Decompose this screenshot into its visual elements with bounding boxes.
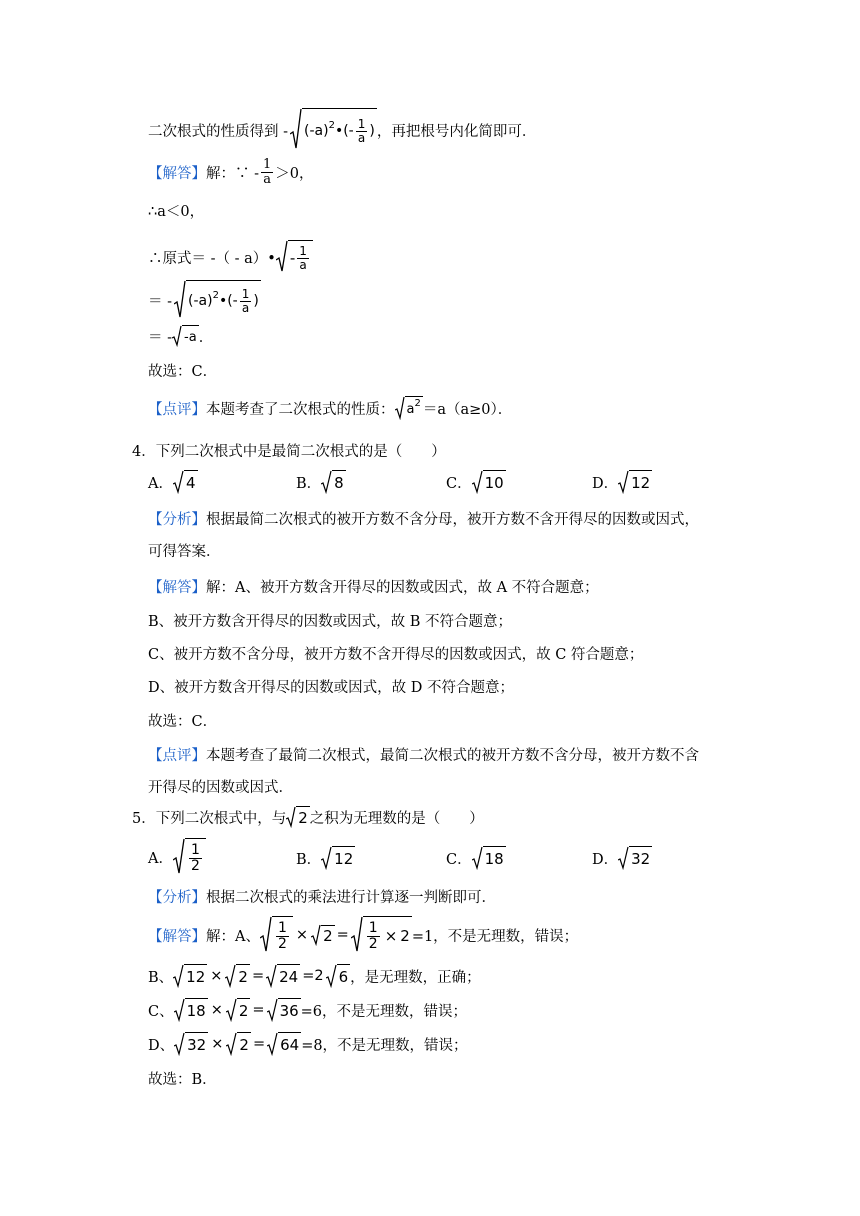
q4-option-c: C． 10	[446, 470, 506, 494]
step-combined-radical: ＝ - (-a) 2 •(- $\frac{1}{a}$ )	[148, 280, 261, 320]
comment-3: 【点评】 本题考查了二次根式的性质： a 2 ＝a（a≥0）．	[148, 396, 512, 420]
q5-option-c: C． 18	[446, 846, 506, 870]
solution-tail: ＞0，	[275, 165, 314, 182]
radical-neg-1-over-a: - $\frac{1}{a}$	[276, 240, 313, 274]
q4-answer-3: C、被开方数不含分母，被开方数不含开得尽的因数或因式，故 C 符合题意；	[148, 647, 644, 663]
expr-c: 18 × 2 = 36	[174, 998, 301, 1022]
radical-a-squared: a 2	[395, 396, 423, 420]
q5-answer-a: 【解答】 解：A、 $\frac{1}{2}$ × 2 = $\frac{1}{2}$ × 2 =1，不是无理数，错误；	[148, 916, 578, 954]
radical-2: 2	[286, 806, 310, 828]
q5-option-b: B． 12	[296, 846, 355, 870]
q5-answer-c: C、 18 × 2 = 36 =6，不是无理数，错误；	[148, 998, 467, 1022]
comment-tag: 【点评】	[148, 401, 206, 418]
step-original-expression: ∴原式＝ -（ - a）• - $\frac{1}{a}$	[148, 240, 313, 274]
line-tail: ，再把根号内化简即可．	[376, 123, 537, 140]
q5-analysis: 【分析】 根据二次根式的乘法进行计算逐一判断即可．	[148, 890, 496, 906]
q4-option-a: A． 4	[148, 470, 198, 494]
line-text: 二次根式的性质得到 -	[148, 123, 289, 140]
q4-answer-1: 【解答】 解：A、被开方数含开得尽的因数或因式，故 A 不符合题意；	[148, 580, 599, 596]
q4-option-d: D． 12	[592, 470, 652, 494]
step-a-negative: ∴a＜0，	[148, 204, 205, 220]
analysis-continuation	[148, 108, 536, 152]
q4-comment: 【点评】 本题考查了最简二次根式，最简二次根式的被开方数不含分母，被开方数不含	[148, 748, 699, 764]
q4-choice: 故选：C．	[148, 714, 218, 730]
q4-analysis-cont: 可得答案．	[148, 544, 221, 560]
fraction-1-over-a: $\frac{1}{a}$	[263, 157, 272, 187]
step-result: ＝ - -a ．	[148, 325, 213, 347]
q4-answer-2: B、被开方数含开得尽的因数或因式，故 B 不符合题意；	[148, 614, 513, 630]
choice-3: 故选：C．	[148, 364, 218, 380]
q4-comment-cont: 开得尽的因数或因式．	[148, 780, 293, 796]
q5-choice: 故选：B．	[148, 1072, 217, 1088]
solution-text: 解：∵ -	[206, 165, 260, 182]
solution-line	[148, 158, 314, 186]
expr-b: 12 × 2 = 24 =2 6	[173, 964, 350, 988]
solution-tag: 【解答】	[148, 165, 206, 182]
expr-d: 32 × 2 = 64	[174, 1032, 301, 1056]
q4-answer-4: D、被开方数含开得尽的因数或因式，故 D 不符合题意；	[148, 680, 514, 696]
radical-neg-a: -a	[172, 325, 199, 347]
q5-answer-b: B、 12 × 2 = 24 =2 6 ，是无理数，正确；	[148, 964, 481, 988]
question-4-stem: 4．下列二次根式中是最简二次根式的是（ ）	[132, 444, 446, 460]
expr-a: $\frac{1}{2}$ × 2 = $\frac{1}{2}$ × 2	[260, 916, 412, 954]
q5-option-d: D． 32	[592, 846, 652, 870]
q5-option-a: A． $\frac{1}{2}$	[148, 838, 206, 876]
q4-option-b: B． 8	[296, 470, 346, 494]
q4-analysis: 【分析】 根据最简二次根式的被开方数不含分母，被开方数不含开得尽的因数或因式，	[148, 512, 699, 528]
radical-expression: (-a) 2 •(- $\frac{1}{a}$ )	[290, 108, 377, 152]
q5-answer-d: D、 32 × 2 = 64 =8，不是无理数，错误；	[148, 1032, 468, 1056]
question-5-stem: 5．下列二次根式中，与 2 之积为无理数的是（ ）	[132, 806, 484, 828]
radical-expression-2: (-a) 2 •(- $\frac{1}{a}$ )	[174, 280, 261, 320]
